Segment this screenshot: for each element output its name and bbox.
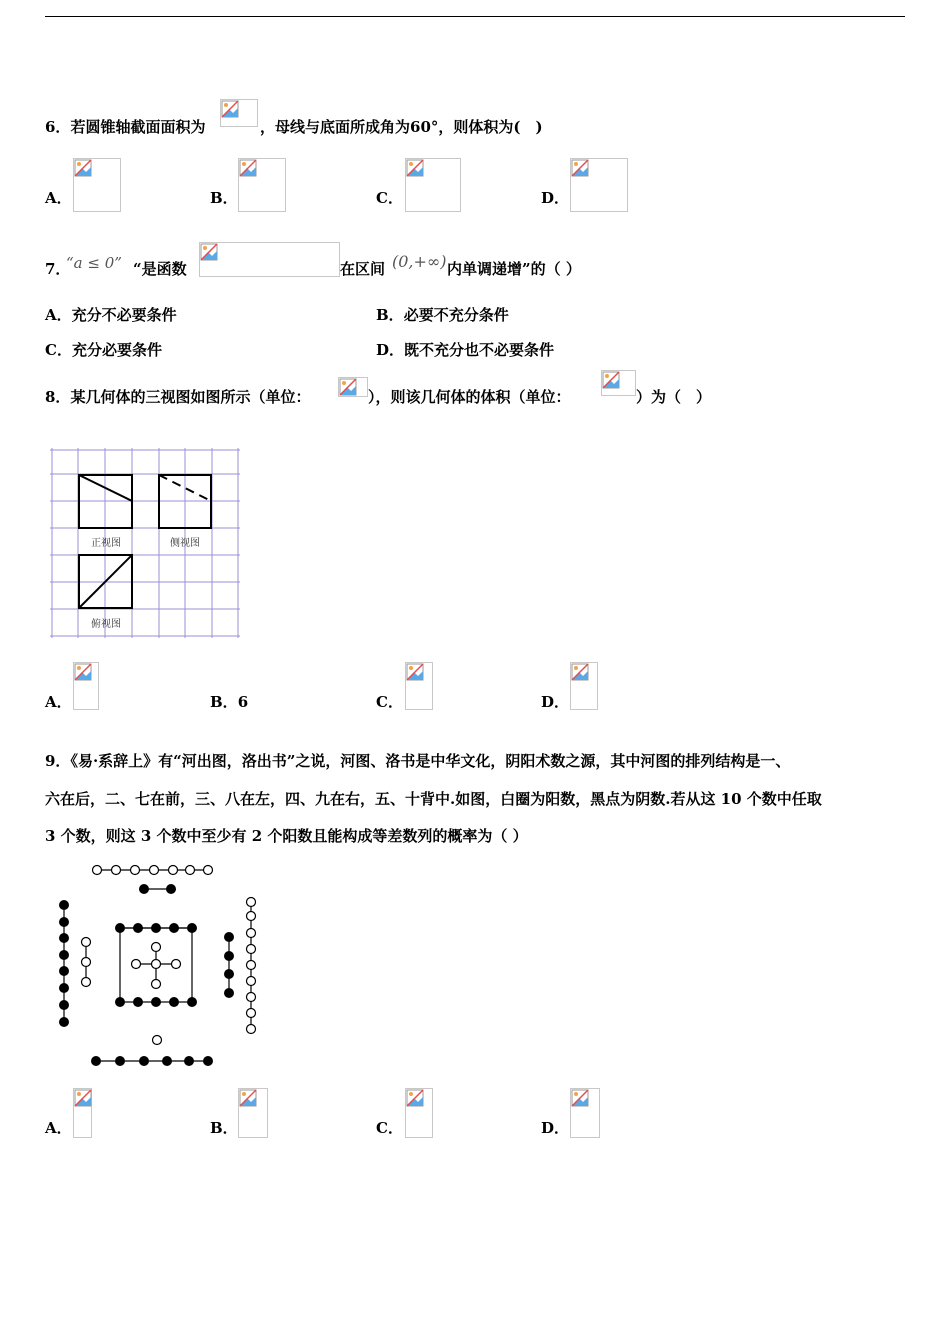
q6-option-a[interactable]: A． <box>45 189 72 207</box>
broken-image-icon <box>221 100 239 118</box>
q9-line-3: 3 个数，则这 3 个数中至少有 2 个阳数且能构成等差数列的概率为（ ） <box>45 827 528 845</box>
q9-line-2: 六在后，二、七在前，三、八在左，四、九在右，五、十背中.如图，白圈为阳数，黑点为阴数.若从这 10 个数中任取 <box>45 790 822 808</box>
q6-option-d-image <box>570 158 628 212</box>
broken-image-icon <box>239 1089 257 1107</box>
q7-option-b-text: 必要不充分条件 <box>403 306 509 324</box>
broken-image-icon <box>200 243 218 261</box>
q7-text-a: “是函数 <box>133 260 187 278</box>
q7-interval: (0,+∞) <box>392 252 447 271</box>
q8-option-c-image <box>405 662 433 710</box>
q7-option-c-text: 充分必要条件 <box>71 341 162 359</box>
hetu-diagram <box>50 858 270 1074</box>
q8-option-b-value: 6 <box>237 693 249 711</box>
q9-option-b[interactable]: B． <box>210 1119 238 1137</box>
front-view-label: 正视图 <box>91 538 121 549</box>
question-8 <box>45 386 310 407</box>
q8-option-b-label: B． <box>210 693 238 711</box>
q8-unit-volume-image <box>601 370 636 396</box>
broken-image-icon <box>74 1089 92 1107</box>
q7-condition: “a ≤ 0” <box>66 254 122 272</box>
q7-option-c[interactable] <box>45 339 162 360</box>
q7-number: 7． <box>45 260 71 278</box>
q8-text-b: ），则该几何体的体积（单位： <box>368 388 571 406</box>
q8-option-b[interactable] <box>210 691 248 712</box>
q8-option-a-image <box>73 662 99 710</box>
q9-line-1 <box>45 750 790 771</box>
yin-black-dots <box>59 884 234 1066</box>
q9-line1-text: 《易·系辞上》有“河出图，洛出书”之说，河图、洛书是中华文化，阴阳术数之源，其中河图的排列结构是一、 <box>70 752 791 770</box>
question-6 <box>45 116 205 137</box>
q8-option-c[interactable]: C． <box>376 693 403 711</box>
q6-option-b[interactable]: B． <box>210 189 238 207</box>
q8-option-d[interactable]: D． <box>541 693 570 711</box>
broken-image-icon <box>74 663 92 681</box>
q8-text-a: 某几何体的三视图如图所示（单位： <box>70 388 311 406</box>
q7-option-b-label: B． <box>376 306 404 324</box>
broken-image-icon <box>406 159 424 177</box>
broken-image-icon <box>339 378 357 396</box>
q7-option-a[interactable] <box>45 304 177 325</box>
q9-option-c-image <box>405 1088 433 1138</box>
q7-text-c: 内单调递增”的（ ） <box>447 260 581 278</box>
three-view-diagram <box>48 446 242 640</box>
q6-option-d[interactable]: D． <box>541 189 570 207</box>
q8-text-c: ）为（ ） <box>636 388 712 406</box>
broken-image-icon <box>239 159 257 177</box>
q8-number: 8． <box>45 388 71 406</box>
top-view-label: 俯视图 <box>91 619 121 630</box>
q7-option-d-label: D． <box>376 341 405 359</box>
q6-option-a-image <box>73 158 121 212</box>
q7-option-c-label: C． <box>45 341 72 359</box>
q9-option-c[interactable]: C． <box>376 1119 403 1137</box>
q6-option-c[interactable]: C． <box>376 189 403 207</box>
q9-option-d[interactable]: D． <box>541 1119 570 1137</box>
broken-image-icon <box>571 663 589 681</box>
q9-number: 9． <box>45 752 71 770</box>
broken-image-icon <box>406 1089 424 1107</box>
broken-image-icon <box>74 159 92 177</box>
q7-function-image <box>199 242 340 277</box>
q6-angle: 60° <box>410 118 439 136</box>
broken-image-icon <box>602 371 620 389</box>
q9-option-a-image <box>73 1088 92 1138</box>
q9-option-a[interactable]: A． <box>45 1119 72 1137</box>
side-view-label: 侧视图 <box>170 538 200 549</box>
broken-image-icon <box>571 159 589 177</box>
q6-text-c: ，则体积为( ) <box>438 118 543 136</box>
q8-unit-length-image <box>338 377 368 397</box>
q9-option-b-image <box>238 1088 268 1138</box>
q7-option-d[interactable] <box>376 339 554 360</box>
q6-rest <box>260 116 543 137</box>
q7-option-d-text: 既不充分也不必要条件 <box>404 341 555 359</box>
q7-option-a-text: 充分不必要条件 <box>71 306 177 324</box>
q9-option-d-image <box>570 1088 600 1138</box>
q7-option-a-label: A． <box>45 306 72 324</box>
q6-text-a: 若圆锥轴截面面积为 <box>70 118 206 136</box>
q8-option-a[interactable]: A． <box>45 693 72 711</box>
q6-number: 6． <box>45 118 71 136</box>
header-rule <box>45 16 905 17</box>
q6-text-b: ，母线与底面所成角为 <box>260 118 411 136</box>
q6-area-image <box>220 99 258 127</box>
q6-option-b-image <box>238 158 286 212</box>
broken-image-icon <box>571 1089 589 1107</box>
q6-option-c-image <box>405 158 461 212</box>
broken-image-icon <box>406 663 424 681</box>
q7-text-b: 在区间 <box>340 260 386 278</box>
q7-option-b[interactable] <box>376 304 509 325</box>
q8-option-d-image <box>570 662 598 710</box>
